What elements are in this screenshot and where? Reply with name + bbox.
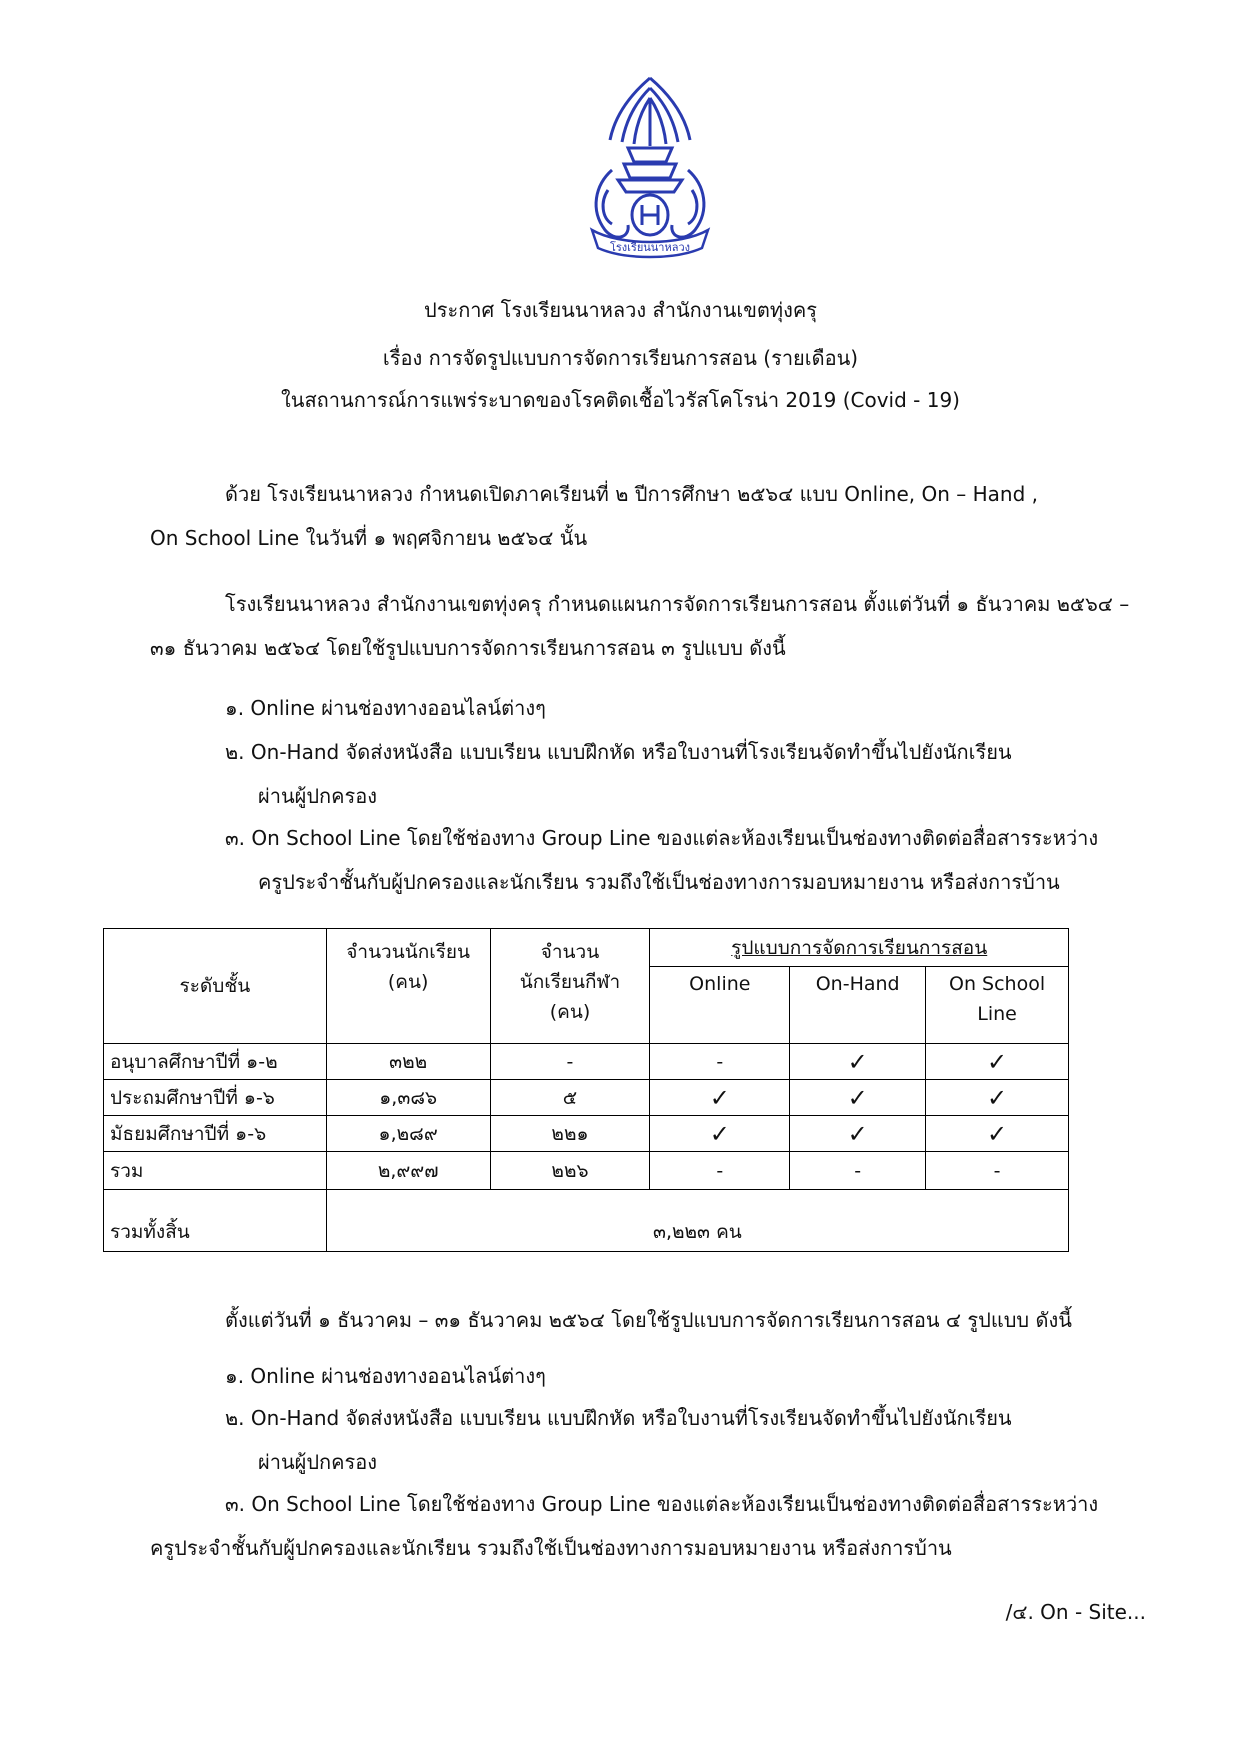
table-row: [104, 1080, 1069, 1116]
row-onhand-check: ✓: [790, 1080, 926, 1116]
announcement-title: ประกาศ โรงเรียนนาหลวง สำนักงานเขตทุ่งครุ: [424, 298, 817, 322]
header-format-group: รูปแบบการจัดการเรียนการสอน: [650, 929, 1069, 967]
header-sport-students: จำนวน นักเรียนกีฬา (คน): [490, 929, 650, 1044]
school-seal-logo: [570, 70, 730, 260]
row-onschool-check: ✓: [926, 1044, 1069, 1080]
teaching-format-table: [103, 928, 1069, 1252]
table-row: [104, 1116, 1069, 1152]
row-students: ๑,๒๘๙: [326, 1116, 490, 1152]
row-online: -: [650, 1152, 790, 1190]
row-sport: -: [490, 1044, 650, 1080]
header-onschool-line: On School Line: [926, 967, 1069, 1044]
seal-caption: โรงเรียนนาหลวง: [609, 241, 691, 254]
row-onschool-check: ✓: [926, 1080, 1069, 1116]
header-online: Online: [650, 967, 790, 1044]
row-onschool-check: ✓: [926, 1116, 1069, 1152]
list1-item-onhand-line-1: ๒. On-Hand จัดส่งหนังสือ แบบเรียน แบบฝึกหัด หรือใบงานที่โรงเรียนจัดทำขึ้นไปยังนักเรียน: [225, 740, 1012, 764]
row-online-check: ✓: [650, 1116, 790, 1152]
announcement-context: ในสถานการณ์การแพร่ระบาดของโรคติดเชื้อไวรัสโคโรน่า 2019 (Covid - 19): [281, 388, 960, 412]
row-students: ๑,๓๘๖: [326, 1080, 490, 1116]
row-sport: ๒๒๖: [490, 1152, 650, 1190]
part2-item-onhand-line-2: ผ่านผู้ปกครอง: [258, 1450, 378, 1474]
part2-intro: ตั้งแต่วันที่ ๑ ธันวาคม – ๓๑ ธันวาคม ๒๕๖๔ โดยใช้รูปแบบการจัดการเรียนการสอน ๔ รูปแบบ ดังนี้: [225, 1308, 1072, 1332]
row-online-check: ✓: [650, 1080, 790, 1116]
row-onhand-check: ✓: [790, 1116, 926, 1152]
header-onhand: On-Hand: [790, 967, 926, 1044]
row-level: อนุบาลศึกษาปีที่ ๑-๒: [104, 1044, 327, 1080]
list1-item-onhand-line-2: ผ่านผู้ปกครอง: [258, 784, 378, 808]
intro-paragraph-2-line-2: ๓๑ ธันวาคม ๒๕๖๔ โดยใช้รูปแบบการจัดการเรียนการสอน ๓ รูปแบบ ดังนี้: [150, 636, 786, 660]
header-students: จำนวนนักเรียน (คน): [326, 929, 490, 1044]
row-level: มัธยมศึกษาปีที่ ๑-๖: [104, 1116, 327, 1152]
list1-item-onschool-line-1: ๓. On School Line โดยใช้ช่องทาง Group Line ของแต่ละห้องเรียนเป็นช่องทางติดต่อสื่อสารระหว่าง: [225, 826, 1099, 850]
row-students: ๓๒๒: [326, 1044, 490, 1080]
list1-item-onschool-line-2: ครูประจำชั้นกับผู้ปกครองและนักเรียน รวมถึงใช้เป็นช่องทางการมอบหมายงาน หรือส่งการบ้าน: [258, 870, 1060, 894]
row-level: รวม: [104, 1152, 327, 1190]
intro-paragraph-2-line-1: โรงเรียนนาหลวง สำนักงานเขตทุ่งครุ กำหนดแผนการจัดการเรียนการสอน ตั้งแต่วันที่ ๑ ธันวาคม ๒๕๖๔ –: [225, 592, 1130, 616]
row-onhand-check: ✓: [790, 1044, 926, 1080]
list1-item-online: ๑. Online ผ่านช่องทางออนไลน์ต่างๆ: [225, 696, 546, 720]
part2-item-onhand-line-1: ๒. On-Hand จัดส่งหนังสือ แบบเรียน แบบฝึกหัด หรือใบงานที่โรงเรียนจัดทำขึ้นไปยังนักเรียน: [225, 1406, 1012, 1430]
row-sport: ๕: [490, 1080, 650, 1116]
part2-item-onschool-line-2: ครูประจำชั้นกับผู้ปกครองและนักเรียน รวมถึงใช้เป็นช่องทางการมอบหมายงาน หรือส่งการบ้าน: [150, 1536, 952, 1560]
part2-item-online: ๑. Online ผ่านช่องทางออนไลน์ต่างๆ: [225, 1364, 546, 1388]
table-row-grand-total: [104, 1190, 1069, 1252]
row-onschool: -: [926, 1152, 1069, 1190]
row-online: -: [650, 1044, 790, 1080]
table-row: [104, 1044, 1069, 1080]
header-level: ระดับชั้น: [104, 929, 327, 1044]
grand-total-value: ๓,๒๒๓ คน: [326, 1190, 1068, 1252]
grand-total-label: รวมทั้งสิ้น: [104, 1190, 327, 1252]
row-students: ๒,๙๙๗: [326, 1152, 490, 1190]
row-sport: ๒๒๑: [490, 1116, 650, 1152]
part2-item-onschool-line-1: ๓. On School Line โดยใช้ช่องทาง Group Line ของแต่ละห้องเรียนเป็นช่องทางติดต่อสื่อสารระหว่าง: [225, 1492, 1099, 1516]
continuation-marker: /๔. On - Site...: [1005, 1600, 1146, 1624]
row-onhand: -: [790, 1152, 926, 1190]
row-level: ประถมศึกษาปีที่ ๑-๖: [104, 1080, 327, 1116]
table-row-total: [104, 1152, 1069, 1190]
announcement-subject: เรื่อง การจัดรูปแบบการจัดการเรียนการสอน (รายเดือน): [382, 346, 859, 370]
intro-paragraph-1-line-2: On School Line ในวันที่ ๑ พฤศจิกายน ๒๕๖๔ นั้น: [150, 526, 588, 550]
intro-paragraph-1-line-1: ด้วย โรงเรียนนาหลวง กำหนดเปิดภาคเรียนที่ ๒ ปีการศึกษา ๒๕๖๔ แบบ Online, On – Hand ,: [225, 482, 1038, 506]
